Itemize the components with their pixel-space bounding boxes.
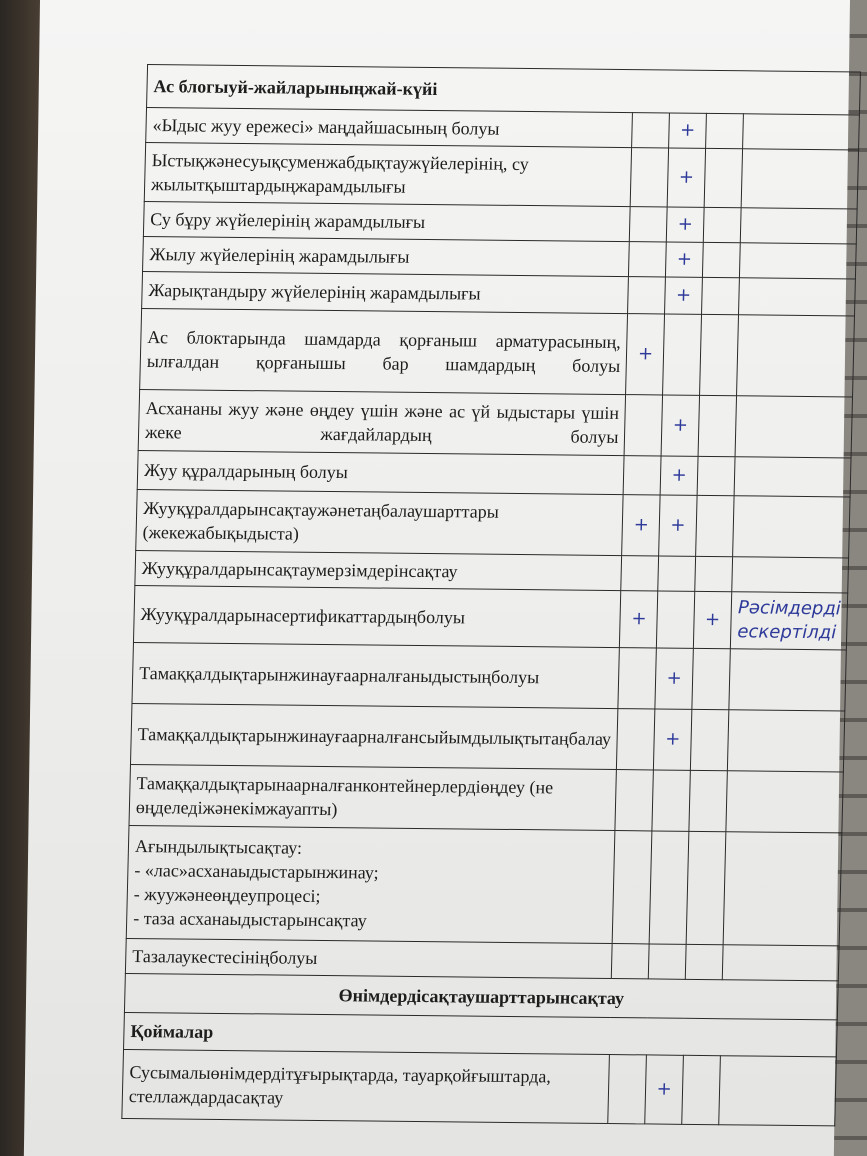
row-label: Тамаққалдықтарынжинауғаарналғансыйымдылықтытаңбалау — [130, 703, 618, 769]
check-mark-cell — [733, 496, 850, 558]
check-mark-cell — [625, 395, 664, 456]
check-mark-cell — [722, 945, 839, 981]
check-mark-cell — [701, 277, 739, 314]
check-mark-cell — [743, 114, 860, 150]
check-mark-cell — [703, 207, 741, 242]
flow-line: - жуужәнеөңдеупроцесі; — [133, 884, 321, 906]
row-label: Жууқұралдарынсақтаумерзімдерінсақтау — [135, 550, 622, 590]
row-label: Тазалаукестесініңболуы — [125, 938, 612, 978]
check-mark-cell — [723, 832, 842, 946]
check-mark-cell — [702, 242, 740, 277]
flow-line: - таза асханаыдыстарынсақтау — [132, 908, 367, 931]
check-mark-cell — [719, 1056, 836, 1126]
check-mark-cell — [705, 113, 743, 148]
subsection-header: Қоймалар — [124, 1012, 838, 1056]
row-label: «Ыдыс жуу ережесі» маңдайшасының болуы — [146, 108, 633, 148]
check-mark-cell — [631, 148, 669, 207]
paper-sheet — [24, 0, 850, 1156]
table-row — [132, 642, 846, 710]
handwritten-note: Рәсімдерді ескертілді — [731, 592, 848, 650]
check-mark-cell: + — [665, 277, 702, 314]
row-label: Жууқұралдарынсақтаужәнетаңбалаушарттары (жекежабықыдыста) — [136, 489, 624, 555]
check-mark-cell — [615, 770, 654, 831]
check-mark-cell — [657, 591, 695, 648]
check-mark-cell — [695, 495, 734, 556]
check-mark-cell — [621, 556, 659, 591]
check-mark-cell — [734, 457, 851, 497]
check-mark-cell: + — [668, 148, 706, 207]
check-mark-cell: + — [655, 648, 693, 709]
flow-line: - «лас»асханаыдыстарынжинау; — [134, 860, 379, 883]
flow-line: Ағындылықтысақтау: — [134, 836, 303, 858]
check-mark-cell — [613, 831, 653, 944]
check-mark-cell — [726, 771, 843, 833]
check-mark-cell — [632, 113, 670, 148]
row-label: Жуу құралдарының болуы — [137, 450, 624, 494]
check-mark-cell — [729, 649, 846, 711]
check-mark-cell — [735, 396, 852, 458]
check-mark-cell — [608, 1055, 647, 1124]
table-row — [138, 389, 852, 457]
row-label: Жууқұралдарынасертификаттардыңболуы — [133, 585, 621, 647]
check-mark-cell: + — [661, 456, 698, 495]
section-header: Өнімдердісақтаушарттарынсақтау — [124, 973, 838, 1019]
flow-row-label — [126, 825, 615, 943]
check-mark-cell: + — [693, 591, 732, 648]
check-mark-cell — [685, 944, 723, 979]
section-header: Ас блогыуй-жайларыныңжай-күйі — [147, 65, 861, 115]
check-mark-cell — [652, 770, 690, 831]
check-mark-cell — [689, 770, 728, 831]
check-mark-cell — [650, 831, 689, 944]
check-mark-cell — [629, 242, 667, 277]
check-mark-cell — [690, 709, 729, 770]
row-label: Сусымалыөнімдердітұғырықтарда, тауарқойғыштарда, стеллаждардасақтау — [122, 1049, 610, 1123]
row-label: Тамаққалдықтарынжинауғаарналғаныдыстыңболуы — [132, 642, 620, 708]
check-mark-cell — [740, 208, 857, 244]
check-mark-cell: + — [667, 207, 704, 242]
section-header-row — [147, 65, 861, 115]
check-mark-cell — [617, 709, 656, 770]
check-mark-cell: + — [659, 495, 697, 556]
check-mark-cell — [741, 149, 858, 209]
row-label: Жарықтандыру жүйелерінің жарамдылығы — [142, 271, 629, 313]
check-mark-cell: + — [622, 495, 661, 556]
check-mark-cell — [612, 944, 650, 979]
check-mark-cell — [663, 314, 701, 395]
row-label: Су бұру жүйелерінің жарамдылығы — [143, 201, 630, 241]
check-mark-cell — [692, 648, 731, 709]
check-mark-cell — [737, 315, 855, 397]
check-mark-cell — [728, 710, 845, 772]
check-mark-cell — [740, 243, 857, 279]
table-row — [130, 703, 844, 771]
check-mark-cell: + — [666, 242, 703, 277]
row-label: Ыстықжәнесуықсуменжабдықтаужүйелерінің, су жылытқыштардыңжарамдылығы — [144, 143, 632, 207]
check-mark-cell — [704, 148, 743, 207]
check-mark-cell: + — [645, 1055, 683, 1124]
check-mark-cell — [628, 277, 666, 314]
check-mark-cell — [697, 456, 735, 495]
check-mark-cell — [699, 314, 738, 395]
check-mark-cell — [649, 944, 686, 979]
check-mark-cell — [624, 456, 662, 495]
check-mark-cell — [681, 1055, 720, 1124]
check-mark-cell: + — [662, 395, 700, 456]
check-mark-cell: + — [654, 709, 692, 770]
check-mark-cell — [732, 557, 849, 593]
row-label: Асхананы жуу және өңдеу үшін және ас үй ыдыстары үшін жеке жағдайлардың болуы — [138, 389, 626, 455]
table-row — [140, 308, 855, 396]
check-mark-cell — [695, 556, 733, 591]
table-row — [144, 143, 858, 209]
row-label: Тамаққалдықтарынаарналғанконтейнерлердіөңдеу (не өңделедіжәнекімжауапты) — [129, 764, 617, 830]
inspection-table — [121, 64, 861, 1126]
table-row — [126, 825, 842, 945]
check-mark-cell — [698, 395, 737, 456]
check-mark-cell — [658, 556, 695, 591]
check-mark-cell — [739, 278, 856, 316]
table-row — [122, 1049, 837, 1125]
check-mark-cell — [618, 648, 657, 709]
table-row — [133, 585, 847, 649]
check-mark-cell: + — [669, 113, 706, 148]
row-label: Ас блоктарында шамдарда қорғаныш арматурасының, ылғалдан қорғанышы бар шамдардың болуы — [140, 308, 628, 394]
check-mark-cell: + — [620, 591, 658, 648]
row-label: Жылу жүйелерінің жарамдылығы — [143, 236, 630, 276]
table-row — [136, 489, 850, 557]
check-mark-cell — [686, 831, 726, 944]
table-row — [129, 764, 843, 832]
check-mark-cell: + — [626, 314, 665, 395]
check-mark-cell — [630, 207, 668, 242]
